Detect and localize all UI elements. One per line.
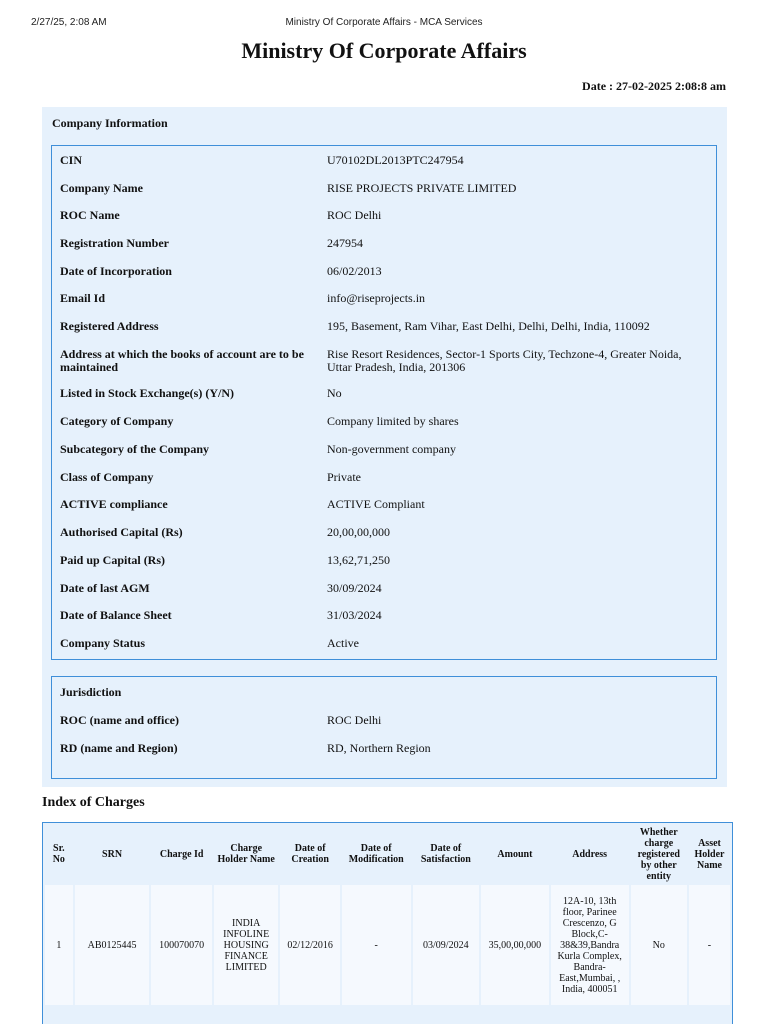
table-cell: 1 <box>45 885 73 1005</box>
column-header: Date of Satisfaction <box>413 825 480 883</box>
field-label: ROC (name and office) <box>60 713 179 727</box>
print-timestamp: 2/27/25, 2:08 AM <box>31 17 107 28</box>
field-label: Date of last AGM <box>60 581 150 595</box>
field-label: Class of Company <box>60 470 154 484</box>
field-value: Non-government company <box>327 442 456 456</box>
column-header: Sr. No <box>45 825 73 883</box>
charges-table <box>43 823 732 1007</box>
table-cell: No <box>631 885 687 1005</box>
field-label: Address at which the books of account are to be maintained <box>60 347 304 374</box>
field-value: Company limited by shares <box>327 414 459 428</box>
column-header: Amount <box>481 825 549 883</box>
table-row <box>45 885 730 1005</box>
table-cell: 35,00,00,000 <box>481 885 549 1005</box>
field-value: 195, Basement, Ram Vihar, East Delhi, Delhi, Delhi, India, 110092 <box>327 319 650 333</box>
field-value: Active <box>327 636 359 650</box>
field-label: Registered Address <box>60 319 159 333</box>
field-value: RISE PROJECTS PRIVATE LIMITED <box>327 181 517 195</box>
field-label: Paid up Capital (Rs) <box>60 553 166 567</box>
company-information-heading: Company Information <box>52 116 168 130</box>
field-value: ROC Delhi <box>327 208 382 222</box>
field-value: info@riseprojects.in <box>327 291 426 305</box>
table-cell: 02/12/2016 <box>280 885 339 1005</box>
field-label: Category of Company <box>60 414 174 428</box>
field-value: RD, Northern Region <box>327 741 431 755</box>
table-cell: - <box>342 885 411 1005</box>
index-of-charges-heading: Index of Charges <box>42 795 145 810</box>
print-header <box>0 17 768 31</box>
field-label: CIN <box>60 153 83 167</box>
field-label: Company Name <box>60 181 143 195</box>
column-header: Charge Id <box>151 825 211 883</box>
column-header: Asset Holder Name <box>689 825 730 883</box>
field-value: 13,62,71,250 <box>327 553 390 567</box>
column-header: Address <box>551 825 629 883</box>
field-label: Subcategory of the Company <box>60 442 209 456</box>
page-title: Ministry Of Corporate Affairs <box>241 38 527 63</box>
company-information-panel <box>42 107 727 787</box>
jurisdiction-box <box>51 676 717 779</box>
column-header: Whether charge registered by other entity <box>631 825 687 883</box>
field-label: Date of Incorporation <box>60 264 172 278</box>
table-cell: AB0125445 <box>75 885 150 1005</box>
field-label: Date of Balance Sheet <box>60 608 172 622</box>
jurisdiction-heading: Jurisdiction <box>60 685 122 699</box>
charges-table-container <box>42 822 733 1024</box>
column-header: Date of Modification <box>342 825 411 883</box>
field-value: 20,00,00,000 <box>327 525 390 539</box>
field-value: Rise Resort Residences, Sector-1 Sports City, Techzone-4, Greater Noida, Uttar Pradesh, India, 201306 <box>327 347 682 374</box>
field-value: ACTIVE Compliant <box>327 497 425 511</box>
field-value: No <box>327 386 342 400</box>
column-header: Date of Creation <box>280 825 339 883</box>
charges-header-row <box>45 825 730 883</box>
field-label: Registration Number <box>60 236 169 250</box>
report-date: Date : 27-02-2025 2:08:8 am <box>582 79 726 93</box>
field-value: Private <box>327 470 361 484</box>
field-label: Email Id <box>60 291 106 305</box>
column-header: Charge Holder Name <box>214 825 279 883</box>
field-label: ROC Name <box>60 208 120 222</box>
field-value: 31/03/2024 <box>327 608 382 622</box>
field-label: Authorised Capital (Rs) <box>60 525 183 539</box>
table-cell: 12A-10, 13th floor, Parinee Crescenzo, G Block,C-38&39,Bandra Kurla Complex, Bandra-East,Mumbai, , India, 400051 <box>551 885 629 1005</box>
print-page-title: Ministry Of Corporate Affairs - MCA Services <box>285 17 483 28</box>
table-cell: 100070070 <box>151 885 211 1005</box>
field-value: U70102DL2013PTC247954 <box>327 153 464 167</box>
column-header: SRN <box>75 825 150 883</box>
field-value: ROC Delhi <box>327 713 382 727</box>
field-value: 30/09/2024 <box>327 581 382 595</box>
company-details-box <box>51 145 717 660</box>
field-value: 06/02/2013 <box>327 264 382 278</box>
field-value: 247954 <box>327 236 363 250</box>
field-label: RD (name and Region) <box>60 741 178 755</box>
table-cell: INDIA INFOLINE HOUSING FINANCE LIMITED <box>214 885 279 1005</box>
table-cell: 03/09/2024 <box>413 885 480 1005</box>
field-label: ACTIVE compliance <box>60 497 168 511</box>
table-cell: - <box>689 885 730 1005</box>
field-label: Company Status <box>60 636 146 650</box>
field-label: Listed in Stock Exchange(s) (Y/N) <box>60 386 235 400</box>
